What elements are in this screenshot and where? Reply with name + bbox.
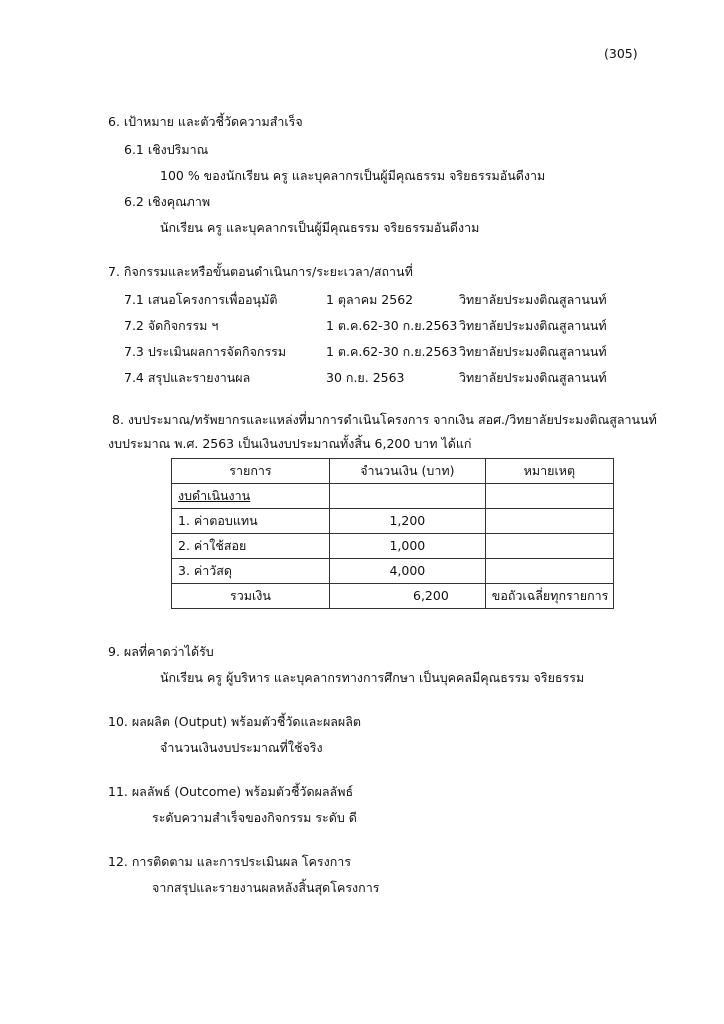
section-9-text: นักเรียน ครู ผู้บริหาร และบุคลากรทางการศึกษา เป็นบุคคลมีคุณธรรม จริยธรรม: [160, 670, 585, 685]
section-11-text: ระดับความสำเร็จของกิจกรรม ระดับ ดี: [152, 810, 357, 825]
table-row: [172, 559, 614, 584]
section-6-2-label: 6.2 เชิงคุณภาพ: [124, 194, 211, 209]
section-6-1-label: 6.1 เชิงปริมาณ: [124, 142, 209, 157]
section-8-heading: 8. งบประมาณ/ทรัพยากรและแหล่งที่มาการดำเนินโครงการ จากเงิน สอศ./วิทยาลัยประมงติณสูลานนท์: [112, 412, 657, 427]
section-8-budget-line: งบประมาณ พ.ศ. 2563 เป็นเงินงบประมาณทั้งสิ้น 6,200 บาท ได้แก่: [108, 436, 472, 451]
section-7-heading: 7. กิจกรรมและหรือขั้นตอนดำเนินการ/ระยะเวลา/สถานที่: [108, 264, 413, 279]
section-12-heading: 12. การติดตาม และการประเมินผล โครงการ: [108, 854, 352, 869]
activity-date: 1 ต.ค.62-30 ก.ย.2563: [326, 318, 458, 333]
budget-amount: 1,000: [329, 534, 485, 559]
budget-total-amount: 6,200: [329, 584, 485, 609]
budget-item: 2. ค่าใช้สอย: [172, 534, 330, 559]
activity-place: วิทยาลัยประมงติณสูลานนท์: [459, 370, 607, 385]
table-row: [172, 534, 614, 559]
table-total-row: [172, 584, 614, 609]
activity-place: วิทยาลัยประมงติณสูลานนท์: [459, 318, 607, 333]
activity-date: 1 ตุลาคม 2562: [326, 292, 414, 307]
budget-note: [485, 559, 613, 584]
budget-total-note: ขอถัวเฉลี่ยทุกรายการ: [485, 584, 613, 609]
section-10-heading: 10. ผลผลิต (Output) พร้อมตัวชี้วัดและผลผลิต: [108, 714, 362, 729]
section-6-heading: 6. เป้าหมาย และตัวชี้วัดความสำเร็จ: [108, 114, 303, 129]
table-header-row: [172, 459, 614, 484]
budget-amount: 1,200: [329, 509, 485, 534]
column-header-item: รายการ: [172, 459, 330, 484]
section-6-2-text: นักเรียน ครู และบุคลากรเป็นผู้มีคุณธรรม จริยธรรมอันดีงาม: [160, 220, 480, 235]
activity-label: 7.2 จัดกิจกรรม ฯ: [124, 318, 219, 333]
activity-place: วิทยาลัยประมงติณสูลานนท์: [459, 292, 607, 307]
activity-label: 7.4 สรุปและรายงานผล: [124, 370, 251, 385]
section-10-text: จำนวนเงินงบประมาณที่ใช้จริง: [160, 740, 323, 755]
table-cell: [329, 484, 485, 509]
budget-item: 3. ค่าวัสดุ: [172, 559, 330, 584]
column-header-note: หมายเหตุ: [485, 459, 613, 484]
budget-total-label: รวมเงิน: [172, 584, 330, 609]
page-number: (305): [604, 46, 638, 61]
activity-label: 7.1 เสนอโครงการเพื่ออนุมัติ: [124, 292, 278, 307]
table-row: [172, 484, 614, 509]
budget-item: 1. ค่าตอบแทน: [172, 509, 330, 534]
table-row: [172, 509, 614, 534]
section-9-heading: 9. ผลที่คาดว่าได้รับ: [108, 644, 214, 659]
section-12-text: จากสรุปและรายงานผลหลังสิ้นสุดโครงการ: [152, 880, 380, 895]
budget-note: [485, 534, 613, 559]
activity-date: 30 ก.ย. 2563: [326, 370, 405, 385]
column-header-amount: จำนวนเงิน (บาท): [329, 459, 485, 484]
activity-label: 7.3 ประเมินผลการจัดกิจกรรม: [124, 344, 287, 359]
table-cell: [485, 484, 613, 509]
budget-group-label: งบดำเนินงาน: [172, 484, 330, 509]
section-11-heading: 11. ผลลัพธ์ (Outcome) พร้อมตัวชี้วัดผลลัพธ์: [108, 784, 354, 799]
activity-place: วิทยาลัยประมงติณสูลานนท์: [459, 344, 607, 359]
section-6-1-text: 100 % ของนักเรียน ครู และบุคลากรเป็นผู้มีคุณธรรม จริยธรรมอันดีงาม: [160, 168, 546, 183]
budget-note: [485, 509, 613, 534]
budget-amount: 4,000: [329, 559, 485, 584]
activity-date: 1 ต.ค.62-30 ก.ย.2563: [326, 344, 458, 359]
budget-table: [171, 458, 614, 609]
